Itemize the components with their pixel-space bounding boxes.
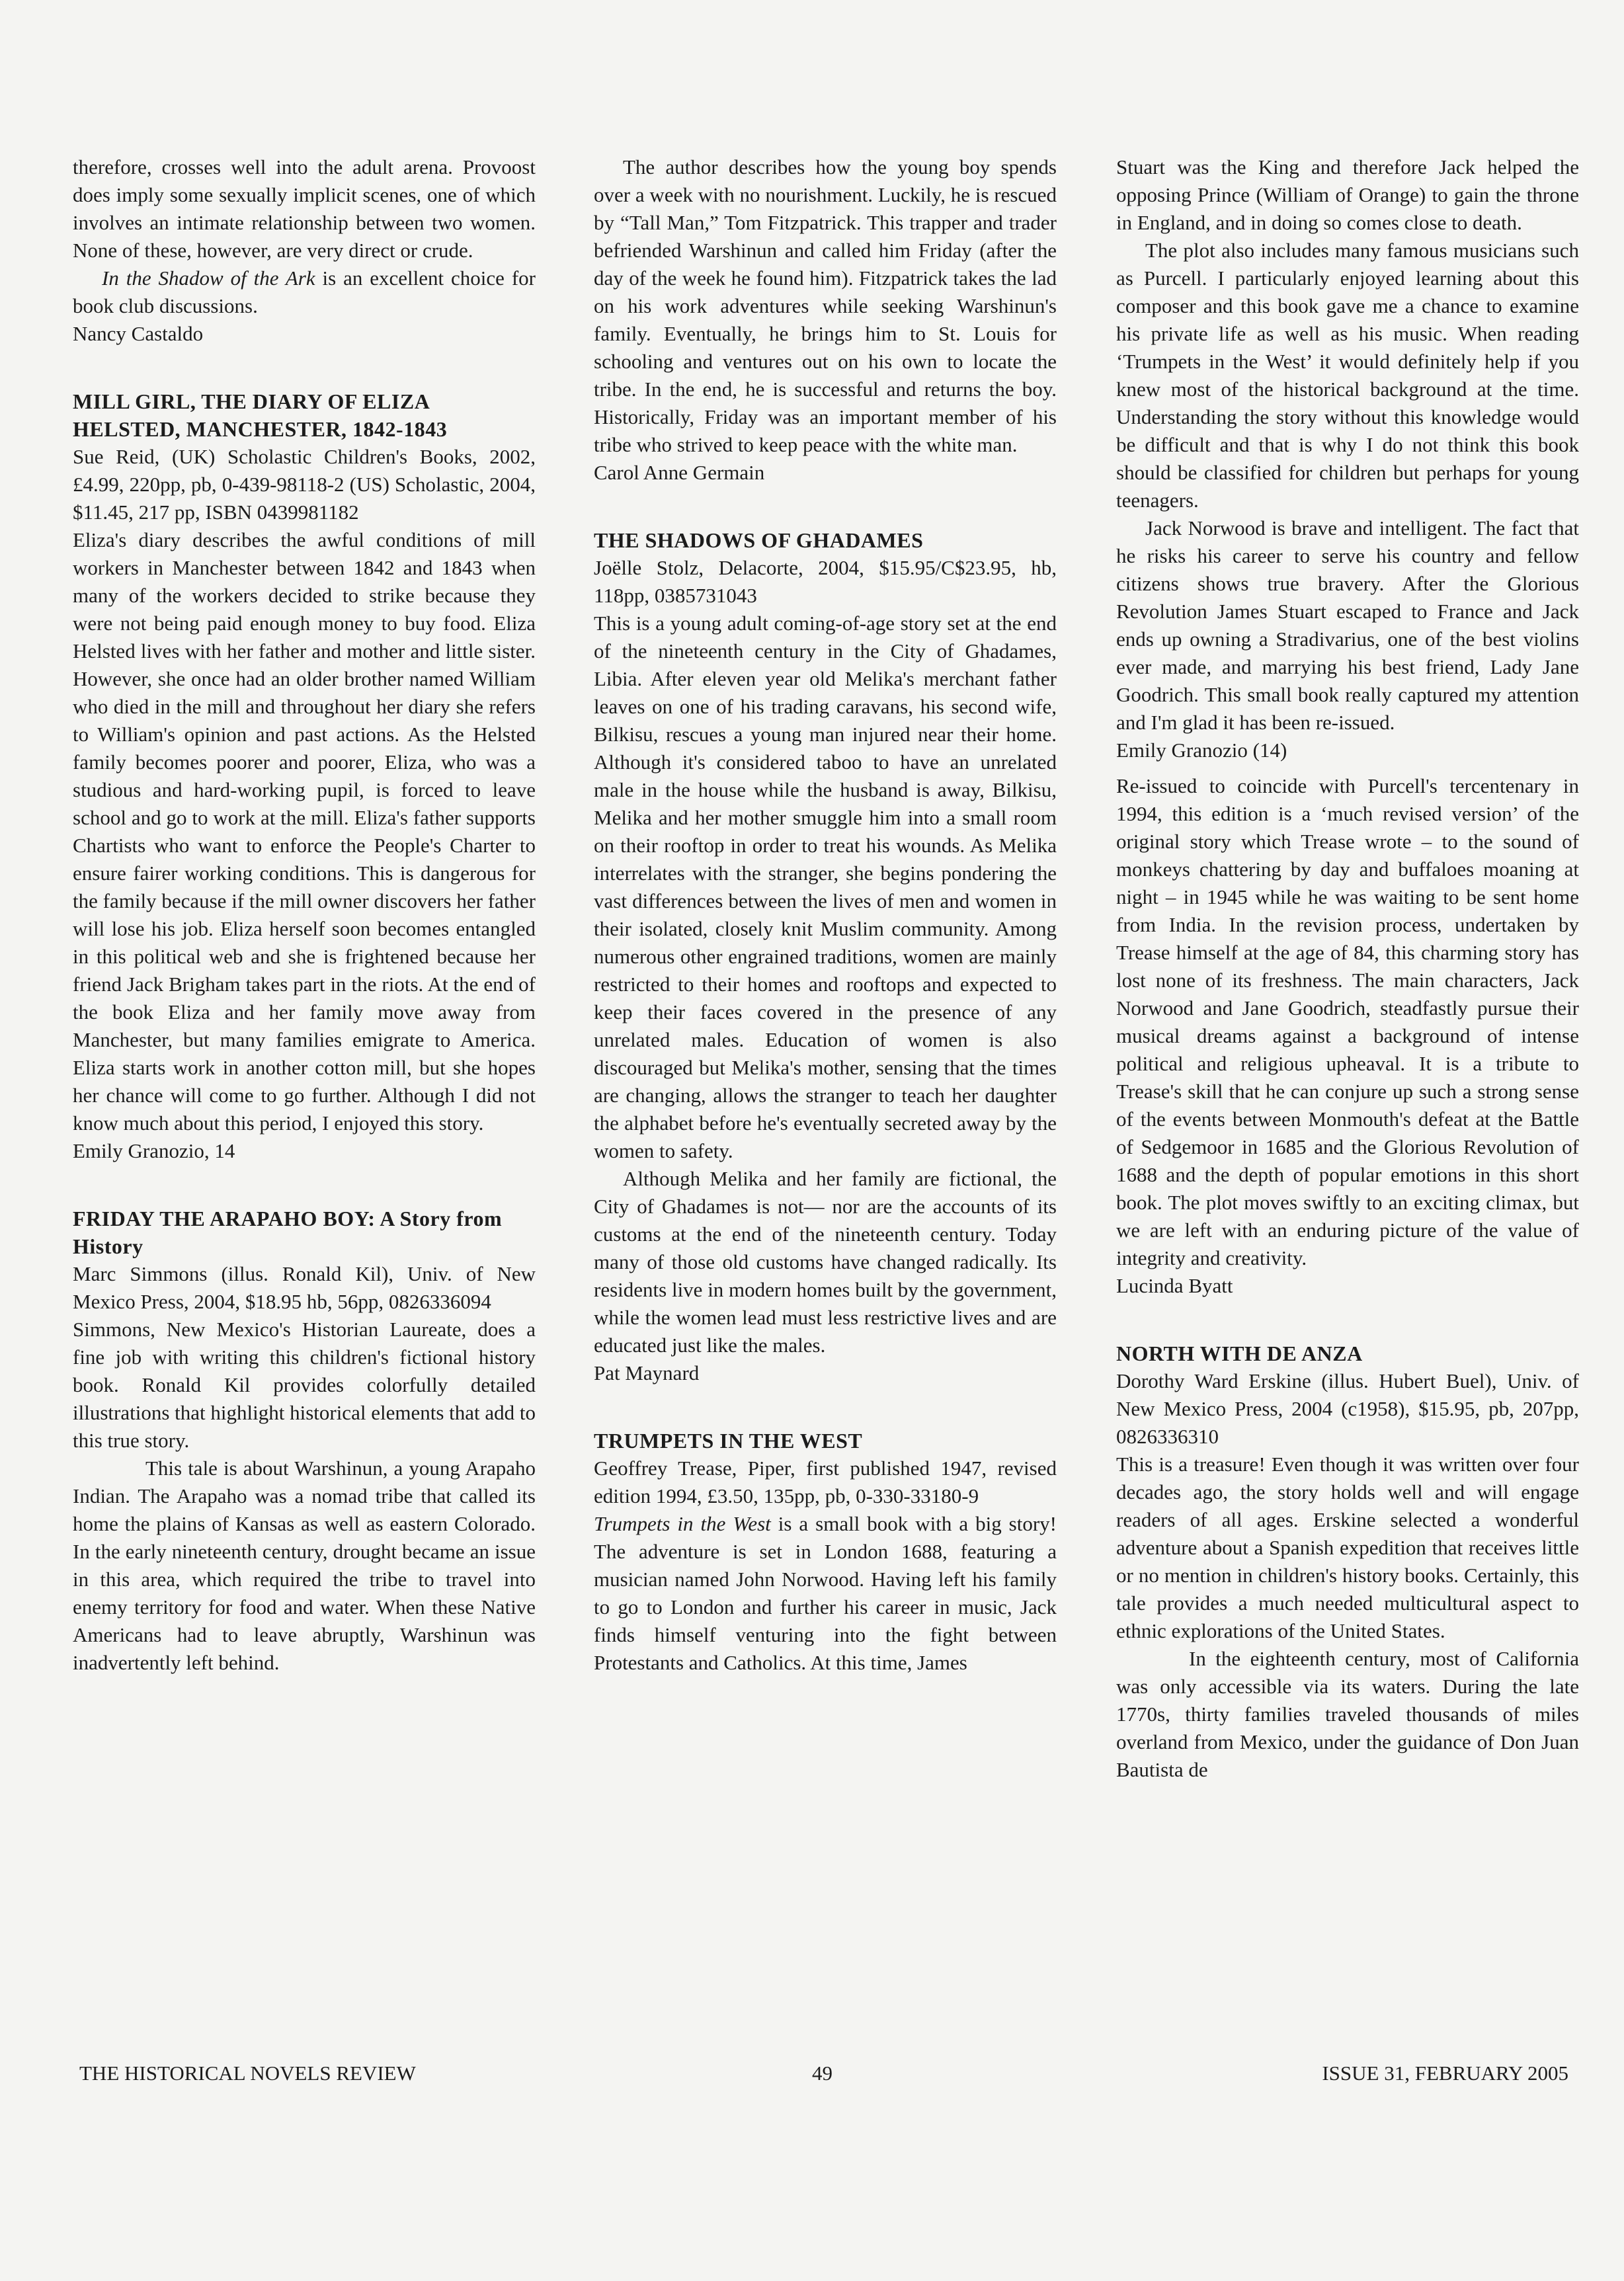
review-text: Simmons, New Mexico's Historian Laureate, does a fine job with writing this children's fictional history book. Ronald Kil provides colorfully detailed illustrations that highlight historical elements that add to this true story.: [73, 1318, 536, 1452]
bibliographic-info: Sue Reid, (UK) Scholastic Children's Books, 2002, £4.99, 220pp, pb, 0-439-98118-2 (US) Scholastic, 2004, $11.45, 217 pp, ISBN 0439981182: [73, 445, 536, 524]
page-number: 49: [812, 2061, 832, 2085]
review-text: Stuart was the King and therefore Jack helped the opposing Prince (William of Orange) to gain the throne in England, and in doing so comes close to death.: [1116, 155, 1579, 234]
review-text: therefore, crosses well into the adult arena. Provoost does imply some sexually implicit scenes, one of which involves an intimate relationship between two women. None of these, however, are very direct or crude.: [73, 155, 536, 262]
reviewer-name: Pat Maynard: [594, 1361, 700, 1384]
bibliographic-info: Joëlle Stolz, Delacorte, 2004, $15.95/C$23.95, hb, 118pp, 0385731043: [594, 556, 1057, 607]
book-title: Trumpets in the West: [594, 1512, 771, 1535]
bibliographic-info: Marc Simmons (illus. Ronald Kil), Univ. of New Mexico Press, 2004, $18.95 hb, 56pp, 0826336094: [73, 1262, 536, 1313]
review-text: This is a young adult coming-of-age story set at the end of the nineteenth century in the City of Ghadames, Libia. After eleven year old Melika's merchant father leaves on one of his trading caravans, his second wife, Bilkisu, rescues a young man injured near their home. Although it's considered taboo to have an unrelated male in the house while the husband is away, Bilkisu, Melika and her mother smuggle him into a small room on their rooftop in order to treat his wounds. As Melika interrelates with the stranger, she begins pondering the vast differences between the lives of men and women in their isolated, closely knit Muslim community. Among numerous other engrained traditions, women are mainly restricted to their homes and rooftops and expected to keep their faces covered in the presence of any unrelated males. Education of women is also discouraged but Melika's mother, sensing that the times are changing, allows the stranger to teach her daughter the alphabet before he's eventually secreted away by the women to safety.: [594, 612, 1057, 1162]
book-title: In the Shadow of the Ark: [102, 266, 315, 290]
review-heading: THE SHADOWS OF GHADAMES: [594, 528, 924, 552]
column-3: [1116, 153, 1579, 1784]
review-text: The plot also includes many famous musicians such as Purcell. I particularly enjoyed learning about this composer and this book gave me a chance to examine his private life as well as his music. When reading ‘Trumpets in the West’ it would definitely help if you knew most of the historical background at the time. Understanding the story without this knowledge would be difficult and that is why I do not think this book should be classified for children but perhaps for young teenagers.: [1116, 239, 1579, 512]
review-heading: MILL GIRL, THE DIARY OF ELIZA HELSTED, MANCHESTER, 1842-1843: [73, 389, 448, 441]
review-heading: TRUMPETS IN THE WEST: [594, 1429, 863, 1453]
footer-issue: ISSUE 31, FEBRUARY 2005: [1322, 2061, 1568, 2085]
column-2: [594, 153, 1057, 1677]
column-1: [73, 153, 536, 1677]
bibliographic-info: Dorothy Ward Erskine (illus. Hubert Buel), Univ. of New Mexico Press, 2004 (c1958), $15.95, pb, 207pp, 0826336310: [1116, 1369, 1579, 1448]
review-text: Re-issued to coincide with Purcell's tercentenary in 1994, this edition is a ‘much revised version’ of the original story which Trease wrote – to the sound of monkeys chattering by day and buffaloes moaning at night – in 1945 while he was waiting to be sent home from India. In the revision process, undertaken by Trease himself at the age of 84, this charming story has lost none of its freshness. The main characters, Jack Norwood and Jane Goodrich, steadfastly pursue their musical dreams against a background of intense political and religious upheaval. It is a tribute to Trease's skill that he can conjure up such a strong sense of the events between Monmouth's defeat at the Battle of Sedgemoor in 1685 and the Glorious Revolution of 1688 and the depth of popular emotions in this short book. The plot moves swiftly to an exciting climax, but we are left with an enduring picture of the value of integrity and creativity.: [1116, 774, 1579, 1269]
review-text: This tale is about Warshinun, a young Arapaho Indian. The Arapaho was a nomad tribe that called its home the plains of Kansas as well as eastern Colorado. In the early nineteenth century, drought became an issue in this area, which required the tribe to travel into enemy territory for food and water. When these Native Americans had to leave abruptly, Warshinun was inadvertently left behind.: [73, 1457, 536, 1674]
review-text: Jack Norwood is brave and intelligent. The fact that he risks his career to serve his country and fellow citizens shows true bravery. After the Glorious Revolution James Stuart escaped to France and Jack ends up owning a Stradivarius, one of the best violins ever made, and marrying his best friend, Lady Jane Goodrich. This small book really captured my attention and I'm glad it has been re-issued.: [1116, 516, 1579, 734]
review-heading: NORTH WITH DE ANZA: [1116, 1341, 1363, 1365]
review-text-rest: is a small book with a big story! The adventure is set in London 1688, featuring a musician named John Norwood. Having left his family to go to London and further his career in music, Jack finds himself venturing into the fight between Protestants and Catholics. At this time, James: [594, 1512, 1057, 1674]
bibliographic-info: Geoffrey Trease, Piper, first published 1947, revised edition 1994, £3.50, 135pp, pb, 0-330-33180-9: [594, 1457, 1057, 1507]
reviewer-name: Lucinda Byatt: [1116, 1274, 1233, 1297]
review-text-rest: is an excellent choice for book club discussions.: [73, 266, 536, 317]
review-text: Eliza's diary describes the awful conditions of mill workers in Manchester between 1842 and 1843 when many of the workers decided to strike because they were not being paid enough money to buy food. Eliza Helsted lives with her father and mother and little sister. However, she once had an older brother named William who died in the mill and throughout her diary she refers to William's opinion and past actions. As the Helsted family becomes poorer and poorer, Eliza, who was a studious and hard-working pupil, is forced to leave school and go to work at the mill. Eliza's father supports Chartists who want to enforce the People's Charter to ensure fairer working conditions. This is dangerous for the family because if the mill owner discovers her father will lose his job. Eliza herself soon becomes entangled in this political web and she is frightened because her friend Jack Brigham takes part in the riots. At the end of the book Eliza and her family move away from Manchester, but many families emigrate to America. Eliza starts work in another cotton mill, but she hopes her chance will come to go further. Although I did not know much about this period, I enjoyed this story.: [73, 528, 536, 1135]
footer-publication-title: THE HISTORICAL NOVELS REVIEW: [79, 2061, 416, 2085]
review-text: This is a treasure! Even though it was written over four decades ago, the story holds well and will engage readers of all ages. Erskine selected a wonderful adventure about a Spanish expedition that receives little or no mention in children's history books. Certainly, this tale provides a much needed multicultural aspect to ethnic explorations of the United States.: [1116, 1453, 1579, 1642]
review-heading: FRIDAY THE ARAPAHO BOY: A Story from History: [73, 1207, 503, 1258]
reviewer-name: Emily Granozio (14): [1116, 739, 1287, 762]
review-text: In the eighteenth century, most of California was only accessible via its waters. During the late 1770s, thirty families traveled thousands of miles overland from Mexico, under the guidance of Don Juan Bautista de: [1116, 1647, 1579, 1781]
review-text: [73, 264, 536, 320]
reviewer-name: Emily Granozio, 14: [73, 1139, 235, 1162]
reviewer-name: Carol Anne Germain: [594, 461, 765, 484]
review-text: Although Melika and her family are fictional, the City of Ghadames is not— nor are the accounts of its customs at the end of the nineteenth century. Today many of those old customs have changed radically. Its residents live in modern homes built by the government, while the women lead must less restrictive lives and are educated just like the males.: [594, 1167, 1057, 1357]
review-text: [594, 1510, 1057, 1677]
review-text: The author describes how the young boy spends over a week with no nourishment. Luckily, he is rescued by “Tall Man,” Tom Fitzpatrick. This trapper and trader befriended Warshinun and called him Friday (after the day of the week he found him). Fitzpatrick takes the lad on his work adventures while seeking Warshinun's family. Eventually, he brings him to St. Louis for schooling and ventures out on his own to locate the tribe. In the end, he is successful and returns the boy. Historically, Friday was an important member of his tribe who strived to keep peace with the white man.: [594, 155, 1057, 456]
reviewer-name: Nancy Castaldo: [73, 322, 204, 345]
